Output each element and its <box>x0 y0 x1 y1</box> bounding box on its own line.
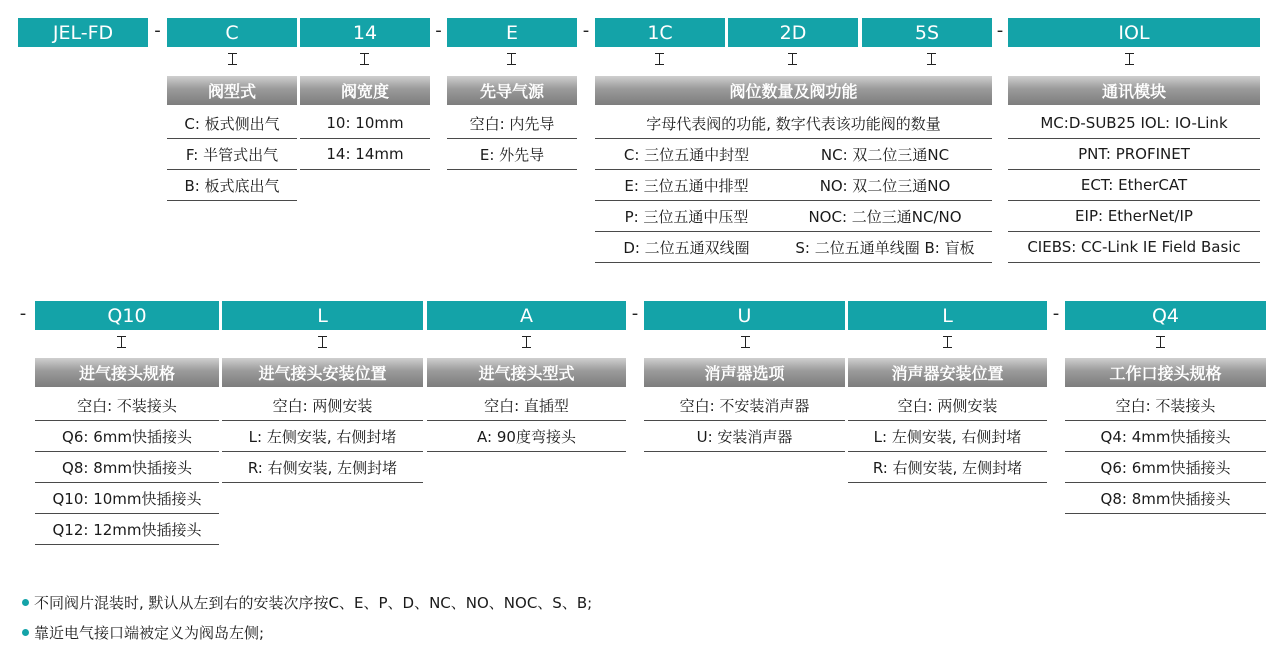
connector-tick <box>522 336 531 348</box>
note-text: 不同阀片混装时, 默认从左到右的安装次序按C、E、P、D、NC、NO、NOC、S、B; <box>34 593 593 612</box>
code-inlet-spec: Q10 <box>35 301 219 330</box>
connector-tick <box>1156 336 1165 348</box>
code-function-3: 5S <box>862 18 992 47</box>
valve-width-option: 10: 10mm <box>300 108 430 139</box>
note <box>22 591 592 613</box>
code-comm-module: IOL <box>1008 18 1260 47</box>
header-pilot-source: 先导气源 <box>447 76 577 105</box>
comm-module-option: MC:D-SUB25 IOL: IO-Link <box>1008 108 1260 139</box>
header-valve-type: 阀型式 <box>167 76 297 105</box>
bullet-icon <box>22 629 29 636</box>
connector-tick <box>927 53 936 65</box>
separator: - <box>19 303 27 324</box>
inlet-spec-option: Q8: 8mm快插接头 <box>35 452 219 483</box>
code-series: JEL-FD <box>18 18 148 47</box>
header-comm-module: 通讯模块 <box>1008 76 1260 105</box>
header-valve-width: 阀宽度 <box>300 76 430 105</box>
valve-function-option: E: 三位五通中排型 <box>595 170 778 201</box>
connector-tick <box>741 336 750 348</box>
inlet-type-option: 空白: 直插型 <box>427 390 626 421</box>
valve-type-option: F: 半管式出气 <box>167 139 297 170</box>
valve-function-option: D: 二位五通双线圈 <box>595 232 778 263</box>
silencer-position-option: R: 右侧安装, 左侧封堵 <box>848 452 1047 483</box>
inlet-position-option: 空白: 两侧安装 <box>222 390 423 421</box>
connector-tick <box>228 53 237 65</box>
code-inlet-position: L <box>222 301 423 330</box>
inlet-spec-option: Q6: 6mm快插接头 <box>35 421 219 452</box>
silencer-position-option: 空白: 两侧安装 <box>848 390 1047 421</box>
valve-function-option: NC: 双二位三通NC <box>778 139 992 170</box>
connector-tick <box>318 336 327 348</box>
code-valve-width: 14 <box>300 18 430 47</box>
valve-function-option: NOC: 二位三通NC/NO <box>778 201 992 232</box>
separator: - <box>154 20 161 41</box>
silencer-position-option: L: 左侧安装, 右侧封堵 <box>848 421 1047 452</box>
separator: - <box>1052 303 1060 324</box>
valve-type-option: C: 板式侧出气 <box>167 108 297 139</box>
header-valve-function: 阀位数量及阀功能 <box>595 76 992 105</box>
work-port-spec-option: Q8: 8mm快插接头 <box>1065 483 1266 514</box>
connector-tick <box>788 53 797 65</box>
note-text: 靠近电气接口端被定义为阀岛左侧; <box>34 623 265 642</box>
work-port-spec-option: 空白: 不装接头 <box>1065 390 1266 421</box>
silencer-option: U: 安装消声器 <box>644 421 845 452</box>
bullet-icon <box>22 599 29 606</box>
valve-function-option: P: 三位五通中压型 <box>595 201 778 232</box>
inlet-spec-option: 空白: 不装接头 <box>35 390 219 421</box>
valve-function-option: S: 二位五通单线圈 B: 盲板 <box>778 232 992 263</box>
connector-tick <box>360 53 369 65</box>
separator: - <box>582 20 590 41</box>
valve-width-option: 14: 14mm <box>300 139 430 170</box>
code-function-1: 1C <box>595 18 725 47</box>
header-inlet-type: 进气接头型式 <box>427 358 626 387</box>
comm-module-option: PNT: PROFINET <box>1008 139 1260 170</box>
connector-tick <box>655 53 664 65</box>
valve-type-option: B: 板式底出气 <box>167 170 297 201</box>
header-silencer: 消声器选项 <box>644 358 845 387</box>
pilot-source-option: E: 外先导 <box>447 139 577 170</box>
note <box>22 621 264 643</box>
code-function-2: 2D <box>728 18 858 47</box>
comm-module-option: CIEBS: CC-Link IE Field Basic <box>1008 232 1260 263</box>
code-silencer: U <box>644 301 845 330</box>
inlet-position-option: L: 左侧安装, 右侧封堵 <box>222 421 423 452</box>
code-valve-type: C <box>167 18 297 47</box>
silencer-option: 空白: 不安装消声器 <box>644 390 845 421</box>
work-port-spec-option: Q6: 6mm快插接头 <box>1065 452 1266 483</box>
comm-module-option: EIP: EtherNet/IP <box>1008 201 1260 232</box>
separator: - <box>435 20 442 41</box>
inlet-position-option: R: 右侧安装, 左侧封堵 <box>222 452 423 483</box>
code-silencer-position: L <box>848 301 1047 330</box>
connector-tick <box>117 336 126 348</box>
header-inlet-position: 进气接头安装位置 <box>222 358 423 387</box>
inlet-spec-option: Q12: 12mm快插接头 <box>35 514 219 545</box>
comm-module-option: ECT: EtherCAT <box>1008 170 1260 201</box>
header-work-port-spec: 工作口接头规格 <box>1065 358 1266 387</box>
inlet-spec-option: Q10: 10mm快插接头 <box>35 483 219 514</box>
code-inlet-type: A <box>427 301 626 330</box>
header-silencer-position: 消声器安装位置 <box>848 358 1047 387</box>
code-work-port-spec: Q4 <box>1065 301 1266 330</box>
connector-tick <box>943 336 952 348</box>
valve-function-option: NO: 双二位三通NO <box>778 170 992 201</box>
separator: - <box>631 303 639 324</box>
inlet-type-option: A: 90度弯接头 <box>427 421 626 452</box>
header-inlet-spec: 进气接头规格 <box>35 358 219 387</box>
connector-tick <box>1125 53 1134 65</box>
valve-function-description: 字母代表阀的功能, 数字代表该功能阀的数量 <box>595 108 992 139</box>
connector-tick <box>507 53 516 65</box>
separator: - <box>996 20 1004 41</box>
valve-function-option: C: 三位五通中封型 <box>595 139 778 170</box>
work-port-spec-option: Q4: 4mm快插接头 <box>1065 421 1266 452</box>
code-pilot-source: E <box>447 18 577 47</box>
pilot-source-option: 空白: 内先导 <box>447 108 577 139</box>
